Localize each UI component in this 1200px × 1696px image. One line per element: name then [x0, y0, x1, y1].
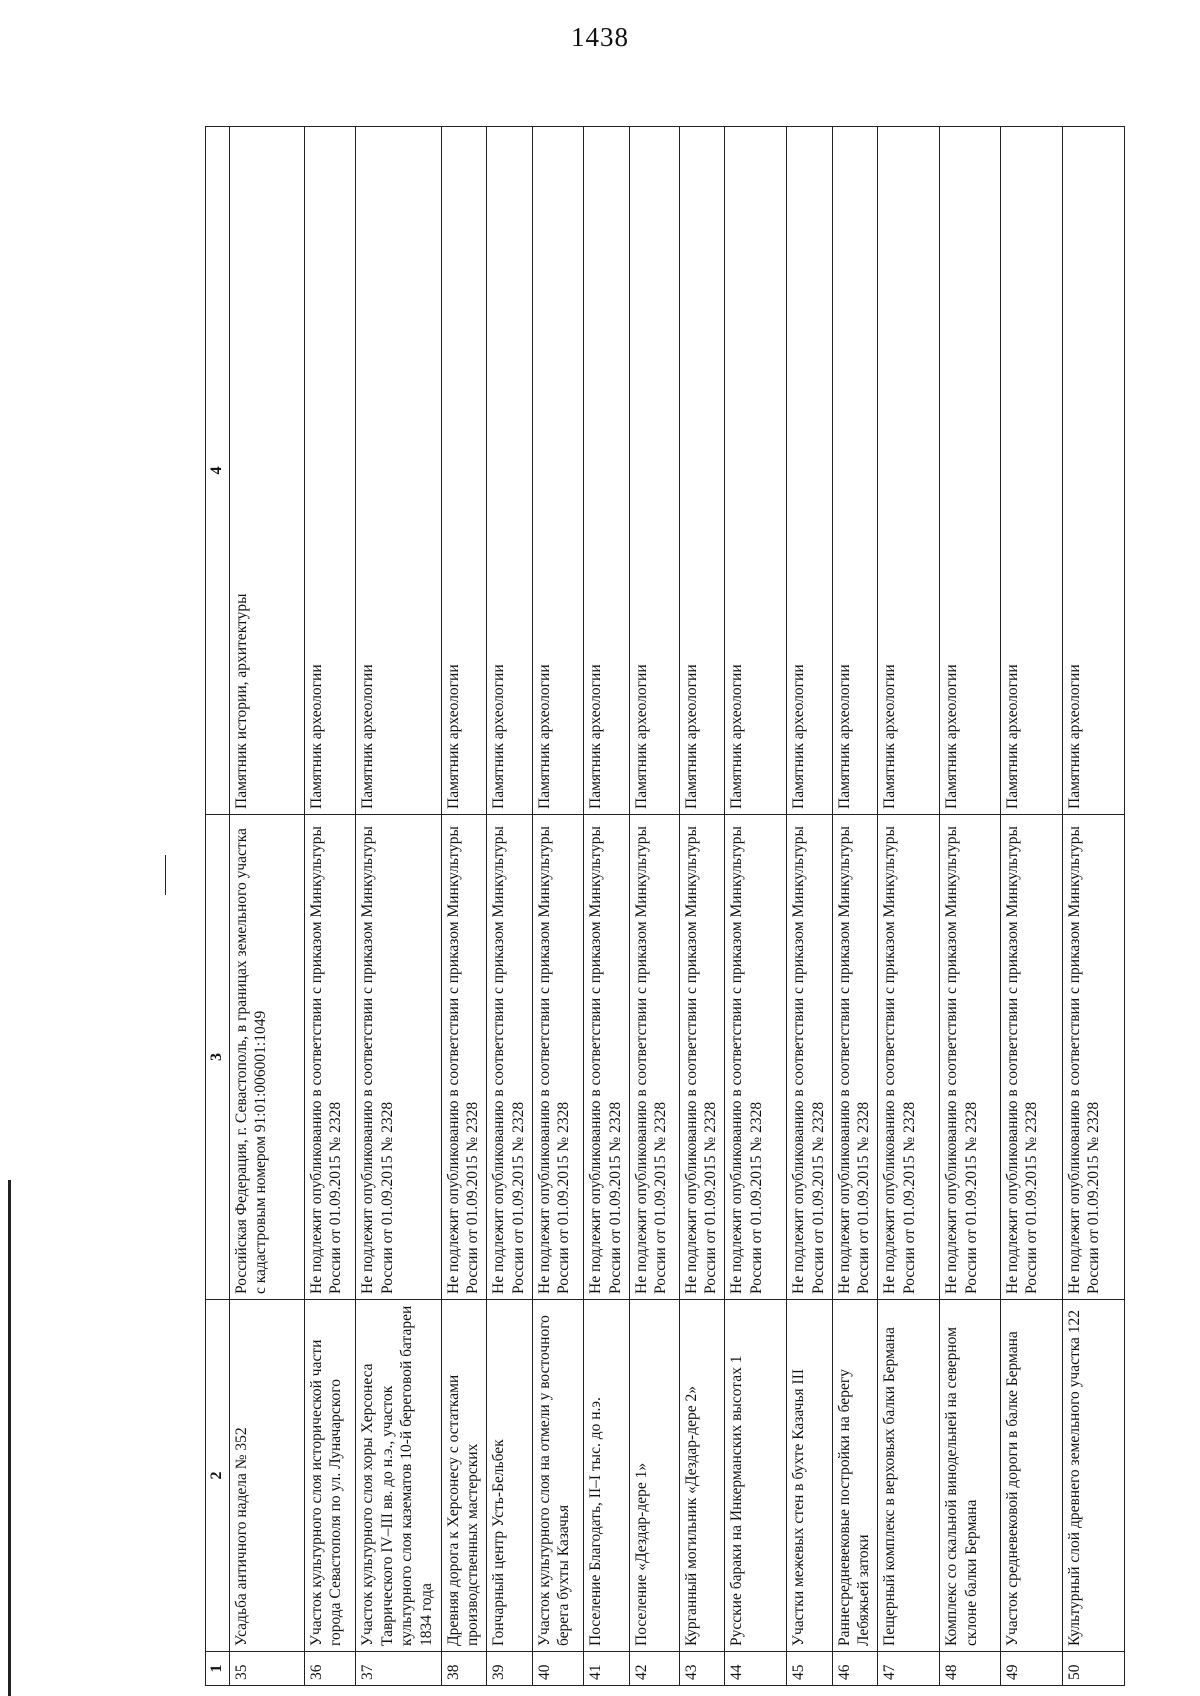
object-category-cell: Памятник археологии	[629, 127, 679, 815]
row-number-cell: 37	[356, 1652, 442, 1686]
object-category-cell: Памятник археологии	[1000, 127, 1062, 815]
object-category-cell: Памятник археологии	[1062, 127, 1124, 815]
object-name-cell: Поселение «Дездар-дере 1»	[629, 1300, 679, 1652]
table-row	[532, 127, 584, 1686]
object-category-cell: Памятник археологии	[487, 127, 532, 815]
row-number-cell: 48	[940, 1652, 1000, 1686]
row-number-cell: 49	[1000, 1652, 1062, 1686]
header-col-1: 1	[206, 1652, 230, 1686]
object-name-cell: Древняя дорога к Херсонесу с остатками производственных мастерских	[441, 1300, 486, 1652]
object-location-cell: Не подлежит опубликованию в соответствии с приказом Минкультуры России от 01.09.2015 № 2328	[1062, 815, 1124, 1300]
table-row	[441, 127, 486, 1686]
object-category-cell: Памятник археологии	[679, 127, 725, 815]
object-location-cell: Не подлежит опубликованию в соответствии с приказом Минкультуры России от 01.09.2015 № 2328	[679, 815, 725, 1300]
scan-edge-mark	[8, 1180, 11, 1696]
heritage-objects-table	[205, 126, 1125, 1686]
table-row	[1000, 127, 1062, 1686]
table-row	[487, 127, 532, 1686]
header-col-2: 2	[206, 1300, 230, 1652]
row-number-cell: 42	[629, 1652, 679, 1686]
object-name-cell: Поселение Благодать, II–I тыс. до н.э.	[584, 1300, 629, 1652]
table-row	[584, 127, 629, 1686]
row-number-cell: 35	[230, 1652, 305, 1686]
scan-tick-mark	[165, 855, 166, 895]
object-location-cell: Не подлежит опубликованию в соответствии с приказом Минкультуры России от 01.09.2015 № 2328	[584, 815, 629, 1300]
object-location-cell: Не подлежит опубликованию в соответствии с приказом Минкультуры России от 01.09.2015 № 2328	[832, 815, 877, 1300]
table-row	[679, 127, 725, 1686]
table-row	[878, 127, 940, 1686]
object-name-cell: Раннесредневековые постройки на берегу Лебяжьей затоки	[832, 1300, 877, 1652]
object-category-cell: Памятник археологии	[725, 127, 787, 815]
object-category-cell: Памятник археологии	[832, 127, 877, 815]
table-row	[940, 127, 1000, 1686]
object-location-cell: Не подлежит опубликованию в соответствии с приказом Минкультуры России от 01.09.2015 № 2328	[304, 815, 356, 1300]
object-name-cell: Усадьба античного надела № 352	[230, 1300, 305, 1652]
object-category-cell: Памятник археологии	[940, 127, 1000, 815]
object-location-cell: Не подлежит опубликованию в соответствии с приказом Минкультуры России от 01.09.2015 № 2328	[487, 815, 532, 1300]
object-category-cell: Памятник археологии	[304, 127, 356, 815]
row-number-cell: 39	[487, 1652, 532, 1686]
header-col-4: 4	[206, 127, 230, 815]
object-name-cell: Комплекс со скальной винодельней на северном склоне балки Бермана	[940, 1300, 1000, 1652]
object-location-cell: Не подлежит опубликованию в соответствии с приказом Минкультуры России от 01.09.2015 № 2328	[878, 815, 940, 1300]
object-name-cell: Участок культурного слоя на отмели у восточного берега бухты Казачья	[532, 1300, 584, 1652]
object-location-cell: Не подлежит опубликованию в соответствии с приказом Минкультуры России от 01.09.2015 № 2328	[940, 815, 1000, 1300]
table-row	[356, 127, 442, 1686]
object-category-cell: Памятник истории, архитектуры	[230, 127, 305, 815]
object-name-cell: Участок культурного слоя хоры Херсонеса Таврического IV–III вв. до н.э., участок культурного слоя казематов 10-й береговой батареи 1834 года	[356, 1300, 442, 1652]
object-category-cell: Памятник археологии	[584, 127, 629, 815]
object-name-cell: Курганный могильник «Дездар-дере 2»	[679, 1300, 725, 1652]
header-col-3: 3	[206, 815, 230, 1300]
row-number-cell: 36	[304, 1652, 356, 1686]
object-category-cell: Памятник археологии	[441, 127, 486, 815]
object-category-cell: Памятник археологии	[532, 127, 584, 815]
object-location-cell: Не подлежит опубликованию в соответствии с приказом Минкультуры России от 01.09.2015 № 2328	[725, 815, 787, 1300]
object-name-cell: Пещерный комплекс в верховьях балки Бермана	[878, 1300, 940, 1652]
object-name-cell: Гончарный центр Усть-Бельбек	[487, 1300, 532, 1652]
object-location-cell: Не подлежит опубликованию в соответствии с приказом Минкультуры России от 01.09.2015 № 2328	[629, 815, 679, 1300]
row-number-cell: 47	[878, 1652, 940, 1686]
row-number-cell: 46	[832, 1652, 877, 1686]
row-number-cell: 45	[787, 1652, 833, 1686]
table-row	[629, 127, 679, 1686]
object-location-cell: Не подлежит опубликованию в соответствии с приказом Минкультуры России от 01.09.2015 № 2328	[1000, 815, 1062, 1300]
row-number-cell: 43	[679, 1652, 725, 1686]
object-location-cell: Не подлежит опубликованию в соответствии с приказом Минкультуры России от 01.09.2015 № 2328	[787, 815, 833, 1300]
row-number-cell: 50	[1062, 1652, 1124, 1686]
object-name-cell: Участок средневековой дороги в балке Бермана	[1000, 1300, 1062, 1652]
table-row	[725, 127, 787, 1686]
table-row	[230, 127, 305, 1686]
object-name-cell: Участок культурного слоя исторической части города Севастополя по ул. Луначарского	[304, 1300, 356, 1652]
object-name-cell: Культурный слой древнего земельного участка 122	[1062, 1300, 1124, 1652]
object-name-cell: Русские бараки на Инкерманских высотах 1	[725, 1300, 787, 1652]
table-header-row	[206, 127, 230, 1686]
row-number-cell: 41	[584, 1652, 629, 1686]
object-category-cell: Памятник археологии	[787, 127, 833, 815]
table-row	[787, 127, 833, 1686]
object-location-cell: Российская Федерация, г. Севастополь, в границах земельного участка с кадастровым номером 91:01:006001:1049	[230, 815, 305, 1300]
table-row	[304, 127, 356, 1686]
page-number: 1438	[571, 22, 629, 52]
row-number-cell: 38	[441, 1652, 486, 1686]
row-number-cell: 40	[532, 1652, 584, 1686]
table-row	[1062, 127, 1124, 1686]
object-location-cell: Не подлежит опубликованию в соответствии с приказом Минкультуры России от 01.09.2015 № 2328	[441, 815, 486, 1300]
object-category-cell: Памятник археологии	[356, 127, 442, 815]
rotated-table-container	[205, 126, 1125, 1686]
object-name-cell: Участки межевых стен в бухте Казачья III	[787, 1300, 833, 1652]
object-category-cell: Памятник археологии	[878, 127, 940, 815]
table-row	[832, 127, 877, 1686]
object-location-cell: Не подлежит опубликованию в соответствии с приказом Минкультуры России от 01.09.2015 № 2328	[356, 815, 442, 1300]
row-number-cell: 44	[725, 1652, 787, 1686]
object-location-cell: Не подлежит опубликованию в соответствии с приказом Минкультуры России от 01.09.2015 № 2328	[532, 815, 584, 1300]
